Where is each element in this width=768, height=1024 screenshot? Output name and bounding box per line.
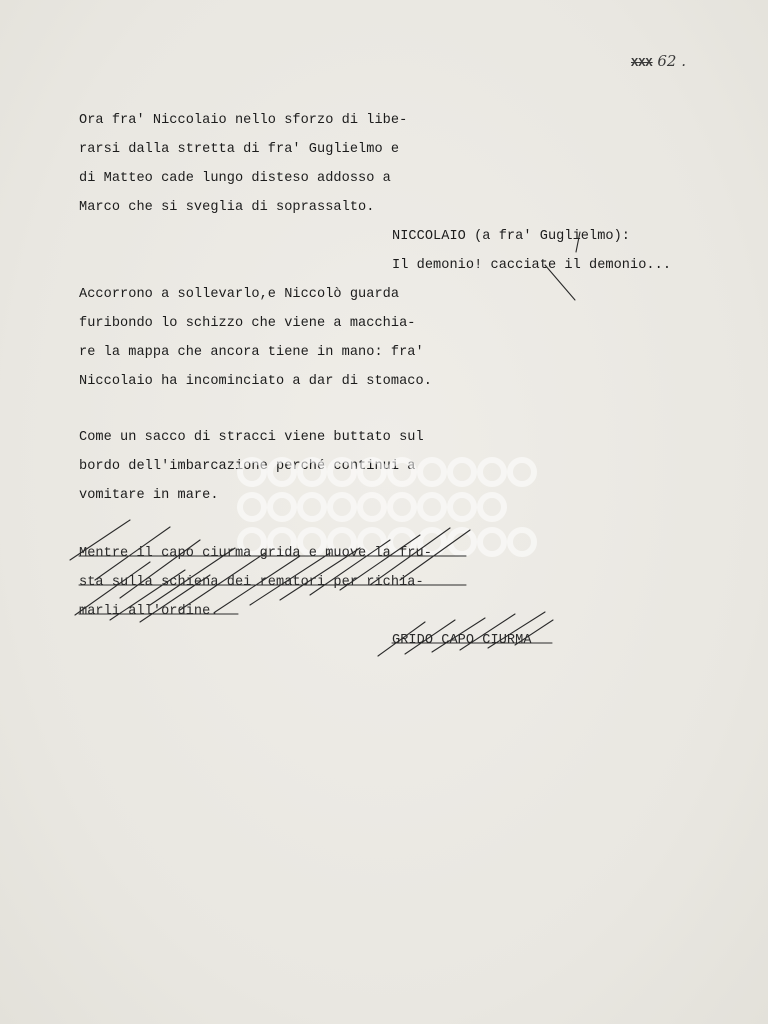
cancelled-text-line: Mentre il capo ciurma grida e muove la fru- bbox=[79, 546, 432, 561]
text-line: Marco che si sveglia di soprassalto. bbox=[79, 200, 375, 215]
struck-page-number: XXX bbox=[631, 56, 653, 70]
cancelled-sound-cue: GRIDO CAPO CIURMA bbox=[392, 633, 532, 648]
text-line: vomitare in mare. bbox=[79, 488, 219, 503]
text-line: bordo dell'imbarcazione perché continui a bbox=[79, 459, 416, 474]
speaker-cue: NICCOLAIO (a fra' Guglielmo): bbox=[392, 229, 631, 244]
cancelled-text-line: sta sulla schiena dei rematori per richia- bbox=[79, 575, 424, 590]
dialogue-line: Il demonio! cacciate il demonio... bbox=[392, 258, 672, 273]
text-line: rarsi dalla stretta di fra' Guglielmo e bbox=[79, 142, 400, 157]
text-line: furibondo lo schizzo che viene a macchia- bbox=[79, 316, 416, 331]
handwritten-page-number: 62 . bbox=[657, 52, 687, 70]
text-line: re la mappa che ancora tiene in mano: fra' bbox=[79, 345, 424, 360]
page-number bbox=[631, 52, 686, 70]
text-line: Niccolaio ha incominciato a dar di stomaco. bbox=[79, 374, 432, 389]
text-line: di Matteo cade lungo disteso addosso a bbox=[79, 171, 391, 186]
cancelled-text-line: marli all'ordine. bbox=[79, 604, 219, 619]
text-line: Come un sacco di stracci viene buttato sul bbox=[79, 430, 424, 445]
text-line: Ora fra' Niccolaio nello sforzo di libe- bbox=[79, 113, 408, 128]
text-line: Accorrono a sollevarlo,e Niccolò guarda bbox=[79, 287, 400, 302]
